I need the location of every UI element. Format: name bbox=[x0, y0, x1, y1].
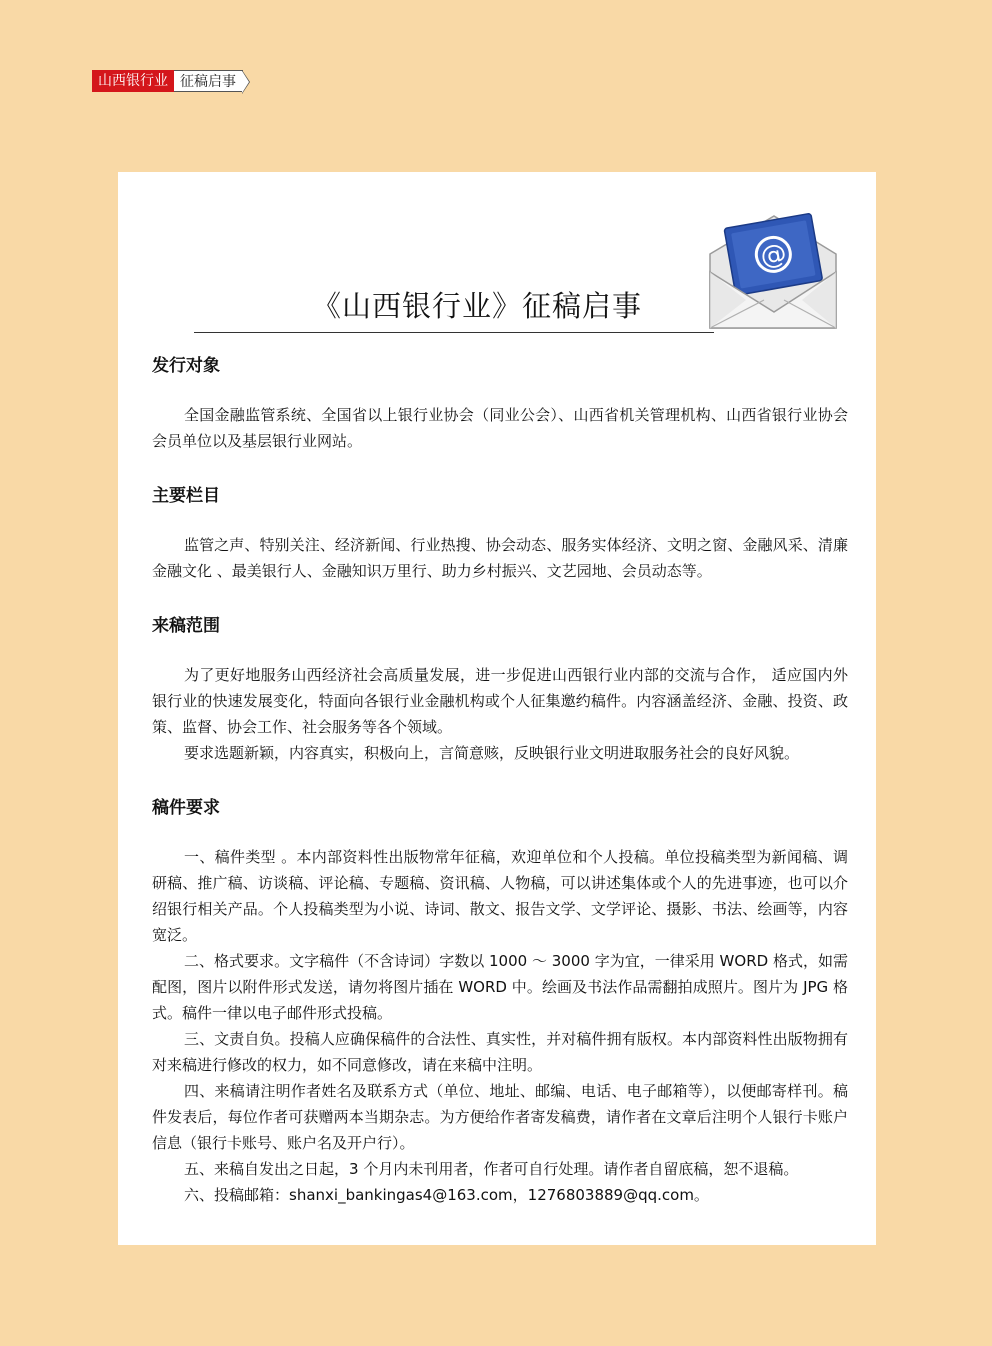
section-paragraph: 三、文责自负。投稿人应确保稿件的合法性、真实性，并对稿件拥有版权。本内部资料性出版物拥有对来稿进行修改的权力，如不同意修改，请在来稿中注明。 bbox=[152, 1030, 848, 1074]
page-title: 《山西银行业》征稿启事 bbox=[312, 289, 643, 323]
header-tag-publication: 山西银行业 bbox=[92, 70, 174, 92]
section-heading-requirements: 稿件要求 bbox=[152, 798, 220, 818]
section-paragraph: 监管之声、特别关注、经济新闻、行业热搜、协会动态、服务实体经济、文明之窗、金融风采、清廉金融文化 、最美银行人、金融知识万里行、助力乡村振兴、文艺园地、会员动态等。 bbox=[152, 536, 848, 580]
section-heading-audience: 发行对象 bbox=[152, 356, 220, 376]
section-paragraph: 为了更好地服务山西经济社会高质量发展，进一步促进山西银行业内部的交流与合作， 适应国内外银行业的快速发展变化，特面向各银行业金融机构或个人征集邀约稿件。内容涵盖经济、金融、投资、政策、监督、协会工作、社会服务等各个领域。 bbox=[152, 666, 848, 736]
title-row bbox=[194, 282, 714, 333]
section-heading-columns: 主要栏目 bbox=[152, 486, 220, 506]
email-envelope-icon bbox=[706, 208, 840, 334]
header-tag bbox=[92, 70, 243, 92]
submission-email: 六、投稿邮箱：shanxi_bankingas4@163.com，1276803889@qq.com。 bbox=[184, 1186, 709, 1204]
section-paragraph: 全国金融监管系统、全国省以上银行业协会（同业公会）、山西省机关管理机构、山西省银行业协会会员单位以及基层银行业网站。 bbox=[152, 406, 848, 450]
svg-text:@: @ bbox=[758, 238, 789, 273]
notice-content bbox=[152, 352, 848, 1208]
section-heading-scope: 来稿范围 bbox=[152, 616, 220, 636]
section-paragraph: 二、格式要求。文字稿件（不含诗词）字数以 1000 ～ 3000 字为宜，一律采用 WORD 格式，如需配图，图片以附件形式发送，请勿将图片插在 WORD 中。绘画及书法作品需翻拍成照片。图片为 JPG 格式。稿件一律以电子邮件形式投稿。 bbox=[152, 952, 848, 1022]
header-tag-section: 征稿启事 bbox=[174, 70, 243, 92]
notice-card bbox=[118, 172, 876, 1245]
section-paragraph: 一、稿件类型 。本内部资料性出版物常年征稿，欢迎单位和个人投稿。单位投稿类型为新闻稿、调研稿、推广稿、访谈稿、评论稿、专题稿、资讯稿、人物稿，可以讲述集体或个人的先进事迹，也可以介绍银行相关产品。个人投稿类型为小说、诗词、散文、报告文学、文学评论、摄影、书法、绘画等，内容宽泛。 bbox=[152, 848, 848, 944]
section-paragraph: 四、来稿请注明作者姓名及联系方式（单位、地址、邮编、电话、电子邮箱等），以便邮寄样刊。稿件发表后，每位作者可获赠两本当期杂志。为方便给作者寄发稿费，请作者在文章后注明个人银行卡账户信息（银行卡账号、账户名及开户行）。 bbox=[152, 1082, 848, 1152]
section-paragraph: 五、来稿自发出之日起，3 个月内未刊用者，作者可自行处理。请作者自留底稿，恕不退稿。 bbox=[184, 1160, 799, 1178]
section-paragraph: 要求选题新颖，内容真实，积极向上，言简意赅，反映银行业文明进取服务社会的良好风貌。 bbox=[184, 744, 800, 762]
